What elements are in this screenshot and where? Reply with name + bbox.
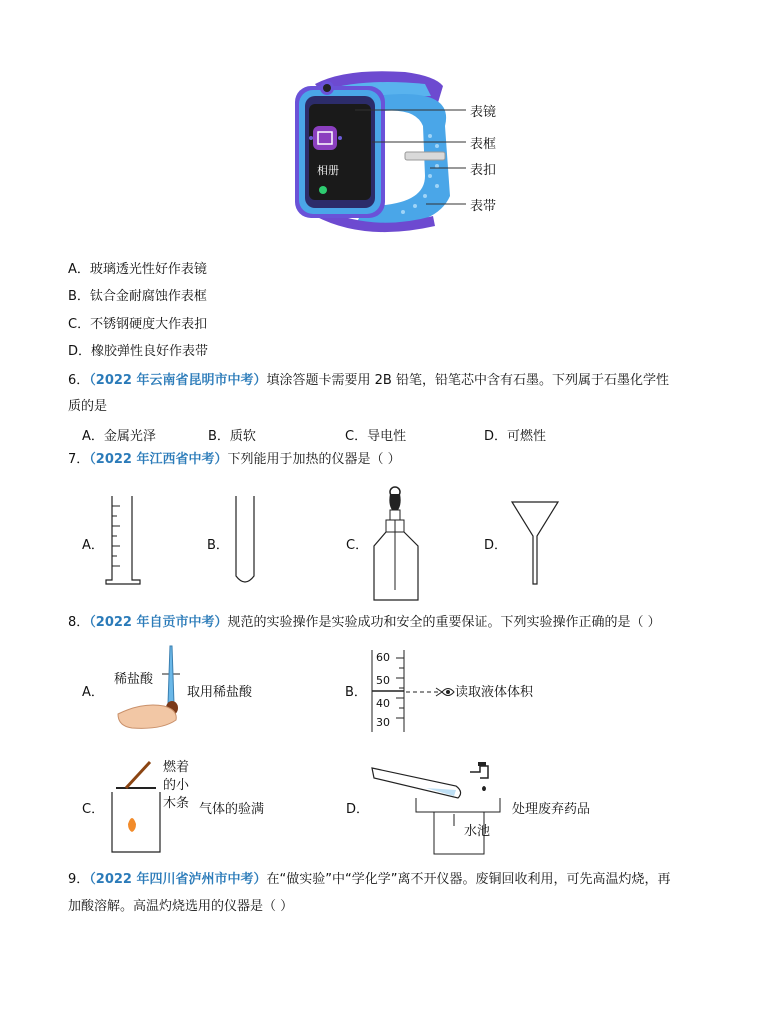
q8-b-caption: 读取液体体积: [455, 685, 534, 700]
q9-stem: [68, 871, 670, 889]
q6-option-d: D．可燃性: [484, 429, 547, 444]
q8-option-c: C．: [82, 802, 105, 817]
q8-stem: [68, 614, 661, 632]
q8-a-caption: 取用稀盐酸: [187, 685, 253, 700]
q8-b-tick-60: 60: [376, 651, 390, 664]
callout-watch-bezel: 表框: [470, 137, 497, 152]
dropper-bottle-image: [370, 484, 424, 602]
q6-source: （2022 年云南省昆明市中考）: [89, 373, 267, 388]
q7-number: 7．: [68, 452, 90, 467]
callout-watch-clasp: 表扣: [470, 163, 497, 178]
smartwatch-image: [285, 66, 515, 242]
q7-source: （2022 年江西省中考）: [89, 452, 228, 467]
q8-option-a: A．: [82, 685, 104, 700]
callout-watch-strap: 表带: [470, 199, 497, 214]
q6-option-b: B．质软: [208, 429, 256, 444]
q9-stem-cont: 加酸溶解。高温灼烧选用的仪器是（ ）: [68, 899, 294, 914]
q8-b-tick-30: 30: [376, 716, 390, 729]
q7-option-c: C．: [346, 538, 369, 553]
q5-option-b: B．钛合金耐腐蚀作表框: [68, 289, 207, 304]
dropper-hand-image: [112, 644, 192, 734]
q8-c-splint-label-2: 的小: [163, 778, 190, 793]
q9-number: 9．: [68, 872, 90, 887]
q7-option-b: B．: [207, 538, 229, 553]
q5-option-d: D．橡胶弹性良好作表带: [68, 344, 209, 359]
q8-source: （2022 年自贡市中考）: [89, 615, 228, 630]
q8-stem-text: 规范的实验操作是实验成功和安全的重要保证。下列实验操作正确的是（ ）: [227, 615, 661, 630]
q8-b-tick-50: 50: [376, 674, 390, 687]
q7-stem: [68, 451, 401, 469]
graduated-cylinder-image: [104, 494, 144, 586]
q8-option-b: B．: [345, 685, 367, 700]
watch-figure: [285, 66, 515, 242]
q6-option-a: A．金属光泽: [82, 429, 156, 444]
q8-c-splint-label-3: 木条: [163, 796, 190, 811]
q6-number: 6．: [68, 373, 90, 388]
q5-option-c: C．不锈钢硬度大作表扣: [68, 317, 208, 332]
q9-source: （2022 年四川省泸州市中考）: [89, 872, 267, 887]
q6-stem-text: 填涂答题卡需要用 2B 铅笔，铅笔芯中含有石墨。下列属于石墨化学性: [266, 373, 669, 388]
funnel-image: [510, 500, 560, 586]
q8-c-caption: 气体的验满: [199, 802, 265, 817]
q7-option-d: D．: [484, 538, 508, 553]
q8-d-sink-label: 水池: [464, 824, 491, 839]
q8-b-tick-40: 40: [376, 697, 390, 710]
callout-watch-glass: 表镜: [470, 105, 497, 120]
q8-a-reagent-label: 稀盐酸: [114, 672, 154, 687]
q8-c-splint-label-1: 燃着: [163, 760, 190, 775]
q5-option-a: A．玻璃透光性好作表镜: [68, 262, 207, 277]
q7-stem-text: 下列能用于加热的仪器是（ ）: [227, 452, 401, 467]
q7-option-a: A．: [82, 538, 104, 553]
q8-option-d: D．: [346, 802, 370, 817]
q8-d-caption: 处理废弃药品: [512, 802, 591, 817]
q6-stem: [68, 372, 669, 390]
q6-option-c: C．导电性: [345, 429, 407, 444]
q9-stem-text: 在“做实验”中“学化学”离不开仪器。废铜回收利用，可先高温灼烧，再: [266, 872, 671, 887]
watch-screen-label: 相册: [317, 164, 339, 177]
q8-number: 8．: [68, 615, 90, 630]
test-tube-image: [233, 494, 257, 586]
test-tube-sink-image: [370, 756, 510, 856]
q6-stem-cont: 质的是: [68, 399, 108, 414]
